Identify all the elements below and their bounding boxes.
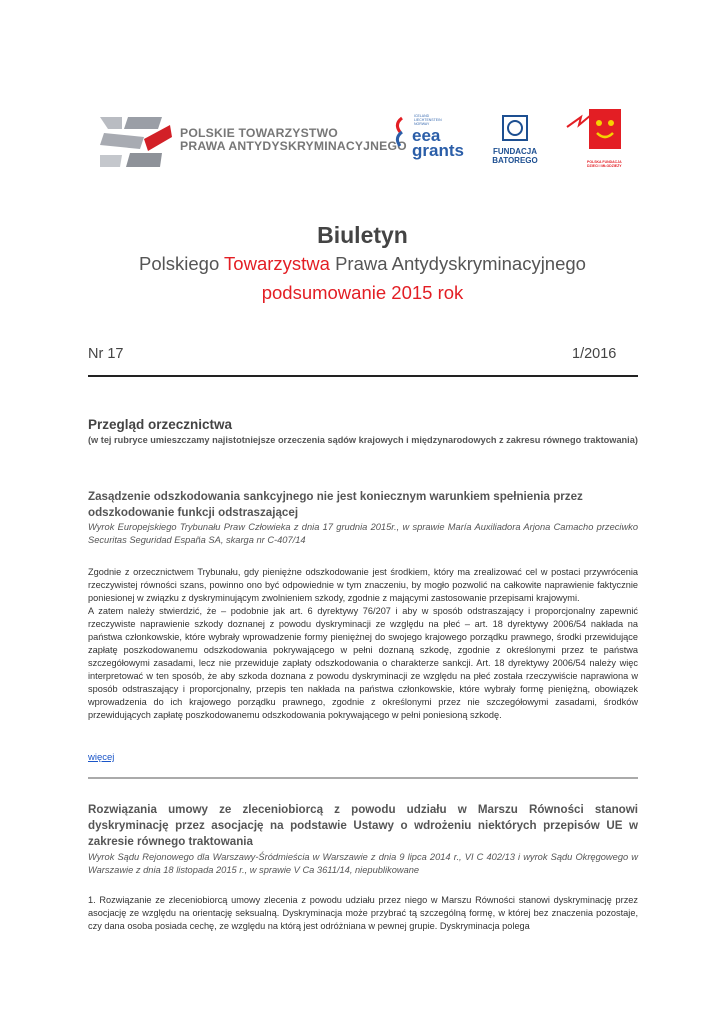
subtitle-red: Towarzystwa [224, 253, 330, 274]
page-summary: podsumowanie 2015 rok [261, 282, 464, 303]
ptpa-line2: PRAWA ANTYDYSKRYMINACYJNEGO [180, 139, 407, 153]
page-title: Biuletyn [317, 222, 408, 248]
section-title: Przegląd orzecznictwa [88, 417, 233, 432]
article-divider [88, 777, 638, 779]
subtitle-post: Prawa Antydyskryminacyjnego [329, 253, 586, 274]
issue-number: Nr 17 [88, 346, 124, 362]
article1-para1: Zgodnie z orzecznictwem Trybunału, gdy pieniężne odszkodowanie jest środkiem, który ma zrealizować cel w postaci przywrócenia rzeczywistej równości szans, powinno ono być odpowiednie w tym znaczeniu, by mogło pozwolić na całkowite naprawienie faktycznie poniesionej w związku z dyskryminującym zwolnieniem szkody, zgodnie z mającymi zastosowanie przepisami krajowymi. [88, 567, 638, 603]
article1-body [88, 566, 638, 722]
more-link[interactable]: więcej [88, 752, 115, 763]
eea-small-3: NORWAY [414, 122, 430, 126]
article2-body [88, 894, 638, 933]
subtitle-pre: Polskiego [139, 253, 225, 274]
eea-grants-logo [392, 108, 462, 166]
ptpa-name [180, 127, 407, 153]
header-divider [88, 375, 638, 377]
eea-word-1: eea [412, 126, 441, 145]
batory-emblem-icon [501, 114, 529, 142]
article2-para1: 1. Rozwiązanie ze zleceniobiorcą umowy zlecenia z powodu udziału przez niego w Marszu Równości stanowi dyskryminację przez asocjację ze względu na orientację seksualną. Dyskryminacja może przybrać tą szczególną formę, w której bez znaczenia pozostaje, czy dana osoba posiada cechę, ze względu na którą jest odróżniana w pewnej grupie. Dyskryminacja polega [88, 895, 638, 931]
article2-source: Wyrok Sądu Rejonowego dla Warszawy-Śródmieścia w Warszawie z dnia 9 lipca 2014 r., VI C 402/13 i wyrok Sądu Okręgowego w Warszawie z dnia 18 listopada 2015 r., w sprawie V Ca 3611/14, niepublikowane [88, 852, 638, 875]
pfdm-text: POLSKA FUNDACJA DZIECI I MŁODZIEŻY [587, 160, 622, 168]
eea-small-1: ICELAND [414, 114, 430, 118]
article1-source: Wyrok Europejskiego Trybunału Praw Człowieka z dnia 17 grudnia 2015r., w sprawie María Auxiliadora Arjona Camacho przeciwko Securitas Seguridad España SA, skarga nr C-407/14 [88, 522, 638, 545]
page-subtitle [0, 253, 725, 275]
issue-date: 1/2016 [572, 346, 617, 362]
batory-line2: BATOREGO [492, 156, 538, 165]
section-subtitle: (w tej rubryce umieszczamy najistotniejsze orzeczenia sądów krajowych i międzynarodowych z zakresu równego traktowania) [88, 435, 638, 445]
eea-small-2: LIECHTENSTEIN [414, 118, 442, 122]
article1-title: Zasądzenie odszkodowania sankcyjnego nie jest koniecznym warunkiem spełnienia przez odszkodowanie funkcji odstraszającej [88, 490, 583, 519]
ptpa-line1: POLSKIE TOWARZYSTWO [180, 126, 338, 140]
ptpa-emblem-icon [100, 115, 180, 171]
eea-word-2: grants [412, 141, 464, 160]
pfdm-logo [565, 105, 625, 170]
batory-line1: FUNDACJA [493, 147, 537, 156]
eea-wave-icon [392, 116, 408, 150]
batory-logo [490, 114, 540, 166]
article1-para2: A zatem należy stwierdzić, że – podobnie jak art. 6 dyrektywy 76/207 i aby w sposób odstraszający i proporcjonalny zapewnić rzeczywiste naprawienie szkody doznanej z powodu dyskryminacji ze względu na płeć – art. 18 dyrektywy 2006/54 nakłada na państwa członkowskie, które wybrały wprowadzenie formy pieniężnej do swojego krajowego porządku prawnego, środki przewidujące zapłatę poszkodowanemu odszkodowania pokrywającego w pełni doznaną szkodę, zgodnie z określonymi przez te państwa szczegółowymi zasadami, lecz nie przewiduje zapłaty odszkodowania o charakterze sankcji. Art. 18 dyrektywy 2006/54 należy więc interpretować w ten sposób, że aby szkoda doznana z powodu dyskryminacji ze względu na płeć została rzeczywiście naprawiona w sposób odstraszający i proporcjonalny, przepis ten nakłada na państwa członkowskie, które wybrały formę pieniężną, obowiązek wprowadzenia do ich krajowego porządku prawnego, zgodnie z określonymi przez nie szczegółowymi zasadami, środków przewidujących zapłatę poszkodowanemu odszkodowania pokrywającego w pełni poniesioną szkodę. [88, 606, 638, 720]
pfdm-emblem-icon [565, 105, 625, 155]
article2-title: Rozwiązania umowy ze zleceniobiorcą z powodu udziału w Marszu Równości stanowi dyskryminację przez asocjację na podstawie Ustawy o wdrożeniu niektórych przepisów UE w zakresie równego traktowania [88, 803, 638, 848]
